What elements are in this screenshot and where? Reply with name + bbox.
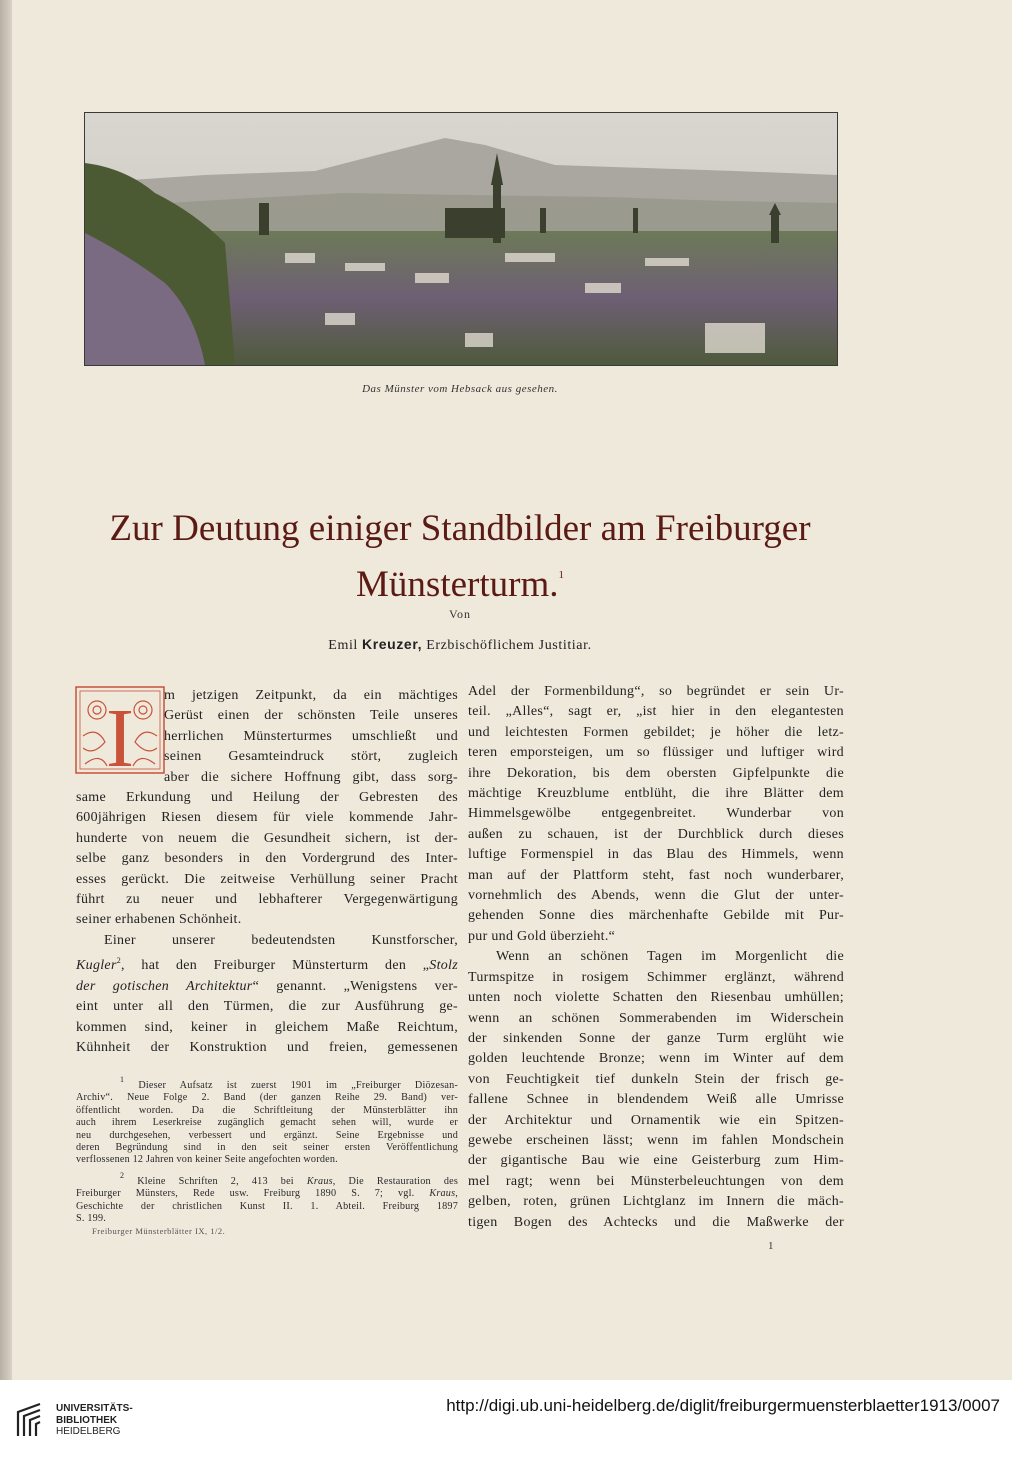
byline-von: Von	[448, 607, 472, 621]
text-line: teren emporsteigen, um so flüssiger und luftiger wird	[468, 745, 844, 761]
library-line-2: BIBLIOTHEK	[56, 1414, 118, 1426]
text-line: der gigantische Bau wie eine Geisterburg zum Him-	[468, 1153, 844, 1169]
text-line: luftige Formenspiel in das Blau des Himmels, wenn	[468, 847, 844, 863]
text-line: 600jährigen Riesen diesem für viele kommende Jahr-	[76, 810, 458, 826]
text-line: kommen sind, keiner in gleichem Maße Reichtum,	[76, 1019, 458, 1035]
title-footnote-mark[interactable]: 1	[558, 569, 564, 581]
footnote-line: Archiv“. Neue Folge 2. Band (der ganzen Reihe 29. Band) ver-	[76, 1092, 458, 1104]
text-line: Einer unserer bedeutendsten Kunstforscher,	[104, 932, 458, 948]
footnote-line: öffentlicht worden. Da die Schriftleitung der Münsterblätter ihn	[76, 1104, 458, 1116]
title-line-2-text: Münsterturm.	[356, 564, 559, 605]
footnote-2-text-c: Freiburger Münsters, Rede usw. Freiburg 1890 S. 7; vgl.	[76, 1188, 430, 1200]
footnote-line: S. 199.	[76, 1213, 106, 1225]
text-line: mel ragt; wenn bei Münsterbeleuchtungen von dem	[468, 1173, 844, 1189]
right-text-column	[468, 682, 844, 1233]
library-line-1: UNIVERSITÄTS-	[56, 1403, 133, 1414]
image-caption: Das Münster vom Hebsack aus gesehen.	[362, 383, 558, 395]
text-line: seinen Gesamteindruck stört, zugleich	[164, 749, 458, 765]
page-edge	[0, 0, 12, 1380]
library-line-3: HEIDELBERG	[56, 1426, 121, 1437]
text-line: golden leuchtende Bronze; wenn im Winter auf dem	[468, 1051, 844, 1067]
text-line: der sinkenden Sonne der ganze Turm erglüht wie	[468, 1030, 844, 1046]
page-number: 1	[768, 1240, 774, 1252]
kraus-name: Kraus	[306, 1175, 333, 1187]
footnote-line: verflossenen 12 Jahren von keiner Seite angefochten worden.	[76, 1154, 338, 1166]
footnote-line: deren Begründung sind in den seit seiner ersten Veröffentlichung	[76, 1142, 458, 1154]
city-panorama-illustration	[85, 113, 837, 365]
kraus-name: Kraus	[429, 1188, 456, 1200]
footnote-line	[76, 1074, 458, 1092]
text-line: unten noch violette Schatten den Riesenbau umhüllen;	[468, 990, 844, 1006]
stolz-word: Stolz	[429, 958, 458, 974]
text-line: selbe ganz besonders in den Vordergrund des Inter-	[76, 851, 458, 867]
text-line: fallene Schnee in blendendem Weiß alle Umrisse	[468, 1092, 844, 1108]
text-line: esses gerückt. Die zeitweise Verhüllung seiner Pracht	[76, 871, 458, 887]
architektur-line-rest: “ genannt. „Wenigstens ver-	[252, 978, 458, 994]
text-line: und leichtesten Formen gebildet; je höher die letz-	[468, 724, 844, 740]
text-line: tigen Bogen des Achtecks und die Maßwerke der	[468, 1214, 844, 1230]
text-line: Adel der Formenbildung“, so begründet er sein Ur-	[468, 684, 844, 699]
footnotes	[76, 1074, 458, 1225]
text-line: gewebe erscheinen lässt; wenn im fahlen Mondschein	[468, 1132, 844, 1148]
library-logo-icon[interactable]	[14, 1402, 44, 1438]
text-line: wenn an schönen Sommerabenden im Widerschein	[468, 1010, 844, 1026]
text-line: m jetzigen Zeitpunkt, da ein mächtiges	[164, 688, 458, 703]
text-line: führt zu neuer und lebhafterer Vergegenwärtigung	[76, 892, 458, 908]
text-line: herrlichen Münsterturmes umschließt und	[164, 728, 458, 744]
text-line: außen zu schauen, ist der Durchblick durch dieses	[468, 826, 844, 842]
text-line: hunderte von neuem die Gesundheit sichern, ist der-	[76, 830, 458, 846]
footnote-line: auch ihrem Leserkreise zugänglich gemacht sehen will, wurde er	[76, 1117, 458, 1129]
footnote-2-text-a: Kleine Schriften 2, 413 bei	[137, 1175, 307, 1187]
text-line: eint unter all den Türmen, die zur Ausführung ge-	[76, 999, 458, 1015]
text-line: seiner erhabenen Schönheit.	[76, 912, 242, 928]
byline-author	[60, 636, 860, 654]
viewer-footer	[0, 1380, 1012, 1459]
footnote-1-mark: 1	[120, 1075, 125, 1084]
footnote-mark-2[interactable]: 2	[116, 956, 122, 966]
text-line: der Architektur und Ornamentik wie ein Spitzen-	[468, 1112, 844, 1128]
article-title	[60, 506, 860, 608]
text-line: Kühnheit der Konstruktion und freien, gemessenen	[76, 1039, 458, 1055]
kugler-line-rest: , hat den Freiburger Münsterturm den „	[121, 958, 430, 974]
author-first-name: Emil	[328, 638, 358, 653]
text-line: same Erkundung und Heilung der Gebresten des	[76, 790, 458, 806]
architektur-phrase: der gotischen Architektur	[76, 978, 253, 994]
panorama-photo	[84, 112, 838, 366]
permalink-url[interactable]: http://digi.ub.uni-heidelberg.de/diglit/freiburgermuensterblaetter1913/0007	[446, 1396, 1000, 1415]
text-line: ihre Dekoration, bis dem obersten Gipfelpunkte die	[468, 765, 844, 781]
footnote-line	[76, 1188, 458, 1200]
author-role: Erzbischöflichem Justitiar.	[426, 638, 592, 653]
text-line: pur und Gold überzieht.“	[468, 928, 616, 944]
journal-reference: Freiburger Münsterblätter IX, 1/2.	[92, 1226, 226, 1236]
text-line: vornehmlich des Abends, wenn die Glut der unter-	[468, 888, 844, 904]
text-line: Himmelsgewölbe entgegenbreitet. Wunderbar von	[468, 806, 844, 822]
footnote-line: Geschichte der christlichen Kunst II. 1. Abteil. Freiburg 1897	[76, 1200, 458, 1212]
text-line: mächtige Kreuzblume entblüht, die ihre Blätter dem	[468, 786, 844, 802]
text-line	[76, 951, 458, 976]
text-line: teil. „Alles“, sagt er, „ist hier in den elegantesten	[468, 704, 844, 720]
text-line: man auf der Plattform steht, fast noch wunderbarer,	[468, 867, 844, 883]
text-line: Gerüst einen der schönsten Teile unseres	[164, 708, 458, 724]
text-line	[76, 977, 458, 997]
left-text-column	[76, 686, 458, 1058]
footnote-2-text-b: , Die Restauration des	[332, 1175, 458, 1187]
footnote-1-text: Dieser Aufsatz ist zuerst 1901 im „Freiburger Diözesan-	[138, 1080, 459, 1091]
text-line: Turmspitze in rosigem Schimmer erglänzt, während	[468, 969, 844, 985]
footnote-line: neu durchgesehen, verbessert und ergänzt. Seine Ergebnisse und	[76, 1129, 458, 1141]
title-line-1: Zur Deutung einiger Standbilder am Freiburger	[109, 508, 811, 549]
text-line: aber die sichere Hoffnung gibt, dass sorg-	[164, 769, 458, 785]
footnote-line	[76, 1170, 458, 1188]
author-last-name: Kreuzer,	[362, 636, 423, 652]
text-line: Wenn an schönen Tagen im Morgenlicht die	[496, 949, 844, 965]
drop-initial-letter: I	[106, 692, 134, 774]
title-line-2	[60, 552, 860, 608]
text-line: gehenden Sonne dies märchenhafte Gebilde mit Pur-	[468, 908, 844, 924]
footnote-2-text-d: ,	[455, 1188, 458, 1200]
kugler-name: Kugler	[76, 958, 117, 974]
drop-cap-lines	[76, 686, 458, 788]
text-line: gelben, roten, grünen Lichtglanz im Innern die mäch-	[468, 1194, 844, 1210]
library-name	[56, 1403, 133, 1438]
footnote-2-mark: 2	[120, 1170, 125, 1180]
text-line: von Feuchtigkeit tief dunkeln Stein der frisch ge-	[468, 1071, 844, 1087]
